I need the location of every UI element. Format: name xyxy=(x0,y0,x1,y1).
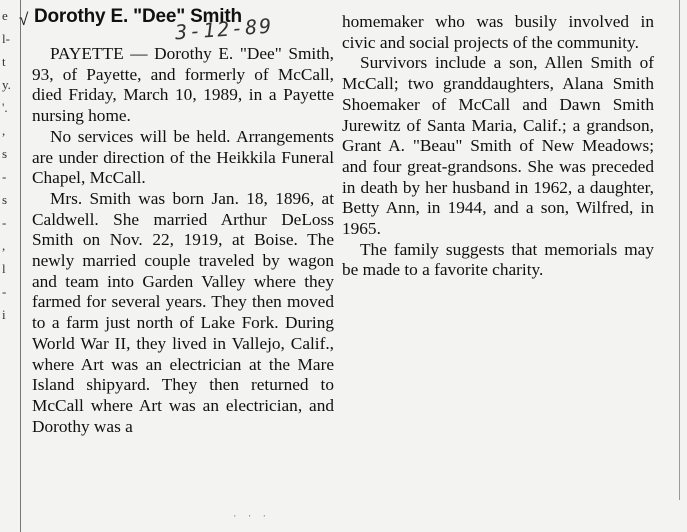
gutter-fragment: t xyxy=(2,54,6,69)
column-left xyxy=(32,44,334,437)
gutter-fragment: i xyxy=(2,307,6,322)
column-right xyxy=(342,12,654,281)
gutter-fragment: - xyxy=(2,215,7,230)
paragraph-memorials: The family suggests that memorials may be made to a favorite charity. xyxy=(342,239,654,280)
obituary-headline: Dorothy E. "Dee" Smith xyxy=(34,6,242,27)
gutter-fragment: '. xyxy=(2,100,8,115)
check-mark-icon: √ xyxy=(19,10,29,29)
gutter-fragment: e xyxy=(2,8,8,23)
paragraph-survivors: Survivors include a son, Allen Smith of McCall; two granddaughters, Alana Smith Shoemaker of McCall and Dawn Smith Jurewitz of Santa Maria, Calif.; a grandson, Grant A. "Beau" Smith of New Meadows; and four great-grandsons. She was preceded in death by her husband in 1962, a daughter, Betty Ann, in 1944, and a son, Wilfred, in 1965. xyxy=(342,53,654,239)
gutter-fragment: s xyxy=(2,146,8,161)
paragraph-services: No services will be held. Arrangements are under direction of the Heikkila Funeral Chapel, McCall. xyxy=(32,126,334,188)
print-speckle: · · · xyxy=(232,512,270,522)
paragraph-biography: Mrs. Smith was born Jan. 18, 1896, at Caldwell. She married Arthur DeLoss Smith on Nov. 22, 1919, at Boise. The newly married couple traveled by wagon and team into Garden Valley where they farmed for several years. They then moved to a farm just north of Lake Fork. During World War II, they lived in Vallejo, Calif., where Art was an electrician at the Mare Island shipyard. They then returned to McCall where Art was an electrician, and Dorothy was a xyxy=(32,188,334,436)
column-rule-right xyxy=(679,0,680,500)
gutter-fragment: l xyxy=(2,261,6,276)
paragraph-biography-continued: homemaker who was busily involved in civic and social projects of the community. xyxy=(342,12,654,52)
handwritten-date: 3-12-89 xyxy=(174,13,275,45)
column-rule-left xyxy=(20,0,21,532)
gutter-fragment: y. xyxy=(2,77,11,92)
gutter-fragment: - xyxy=(2,169,7,184)
gutter-fragment: , xyxy=(2,238,6,253)
gutter-fragment: l- xyxy=(2,31,10,46)
gutter-fragment: s xyxy=(2,192,8,207)
gutter-fragment: , xyxy=(2,123,6,138)
gutter-fragment: - xyxy=(2,284,7,299)
adjacent-column-fragments xyxy=(2,4,16,326)
paragraph-dateline: PAYETTE — Dorothy E. "Dee" Smith, 93, of Payette, and formerly of McCall, died Friday, March 10, 1989, in a Payette nursing home. xyxy=(32,44,334,126)
